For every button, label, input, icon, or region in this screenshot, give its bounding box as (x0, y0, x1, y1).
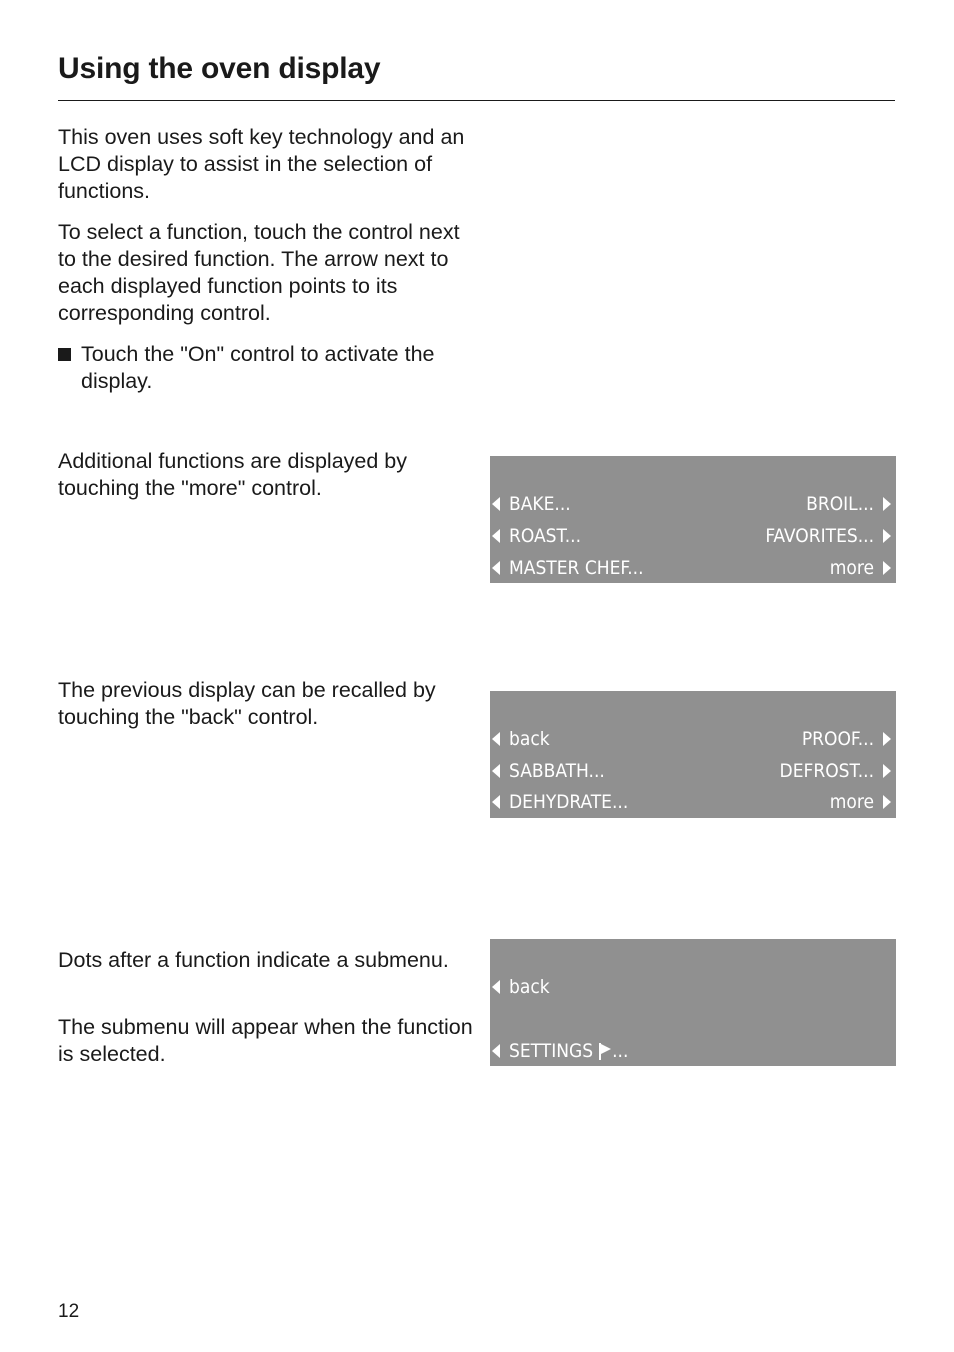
lcd-row (490, 491, 896, 517)
softkey-label: SETTINGS (509, 1040, 594, 1062)
softkey-bake[interactable] (492, 491, 571, 517)
softkey-label: BAKE... (509, 493, 571, 515)
lcd-row (490, 1038, 896, 1064)
softkey-label: MASTER CHEF... (509, 557, 644, 579)
softkey-back[interactable] (492, 726, 550, 752)
softkey-label-suffix: ... (612, 1040, 629, 1062)
lcd-row (490, 789, 896, 815)
softkey-master-chef[interactable] (492, 555, 644, 581)
softkey-label: FAVORITES... (765, 525, 874, 547)
right-arrow-icon (883, 529, 891, 543)
lcd-row (490, 974, 896, 1000)
submenu-description: The submenu will appear when the function is selected. (58, 1015, 473, 1066)
dots-description: Dots after a function indicate a submenu. (58, 948, 449, 972)
softkey-label: back (509, 976, 550, 998)
softkey-broil[interactable] (806, 491, 891, 517)
softkey-label: more (829, 557, 874, 579)
back-description: The previous display can be recalled by touching the "back" control. (58, 678, 436, 729)
lcd-row (490, 758, 896, 784)
intro-paragraph-1: This oven uses soft key technology and an LCD display to assist in the selection of functions. (58, 125, 465, 203)
left-arrow-icon (492, 561, 500, 575)
right-arrow-icon (883, 764, 891, 778)
softkey-label: SABBATH... (509, 760, 605, 782)
bullet-text: Touch the "On" control to activate the display. (81, 342, 435, 393)
lcd-row (490, 726, 896, 752)
softkey-settings[interactable] (492, 1038, 628, 1064)
softkey-dehydrate[interactable] (492, 789, 628, 815)
intro-paragraph-2: To select a function, touch the control next to the desired function. The arrow next to each displayed function points to its corresponding control. (58, 220, 460, 325)
softkey-label: more (829, 791, 874, 813)
page-title: Using the oven display (58, 52, 381, 85)
square-bullet-icon (58, 348, 71, 361)
left-arrow-icon (492, 732, 500, 746)
left-arrow-icon (492, 980, 500, 994)
softkey-favorites[interactable] (765, 523, 891, 549)
left-arrow-icon (492, 764, 500, 778)
softkey-label: back (509, 728, 550, 750)
lcd-row (490, 555, 896, 581)
left-arrow-icon (492, 529, 500, 543)
softkey-more[interactable] (830, 555, 891, 581)
softkey-sabbath[interactable] (492, 758, 605, 784)
softkey-label: DEFROST... (779, 760, 874, 782)
softkey-roast[interactable] (492, 523, 581, 549)
more-description: Additional functions are displayed by touching the "more" control. (58, 449, 407, 500)
flag-icon (599, 1042, 611, 1060)
softkey-label: PROOF... (801, 728, 874, 750)
title-divider (58, 100, 895, 101)
left-arrow-icon (492, 497, 500, 511)
lcd-display-submenu (490, 939, 896, 1066)
softkey-label: BROIL... (806, 493, 874, 515)
softkey-more[interactable] (830, 789, 891, 815)
left-arrow-icon (492, 795, 500, 809)
right-arrow-icon (883, 795, 891, 809)
right-arrow-icon (883, 561, 891, 575)
softkey-label: ROAST... (509, 525, 582, 547)
lcd-display-more-menu (490, 691, 896, 818)
softkey-label: DEHYDRATE... (509, 791, 629, 813)
softkey-defrost[interactable] (780, 758, 891, 784)
softkey-proof[interactable] (802, 726, 891, 752)
page-number: 12 (58, 1301, 80, 1322)
right-arrow-icon (883, 497, 891, 511)
lcd-row (490, 523, 896, 549)
left-arrow-icon (492, 1044, 500, 1058)
right-arrow-icon (883, 732, 891, 746)
softkey-back[interactable] (492, 974, 550, 1000)
lcd-display-main-menu (490, 456, 896, 583)
